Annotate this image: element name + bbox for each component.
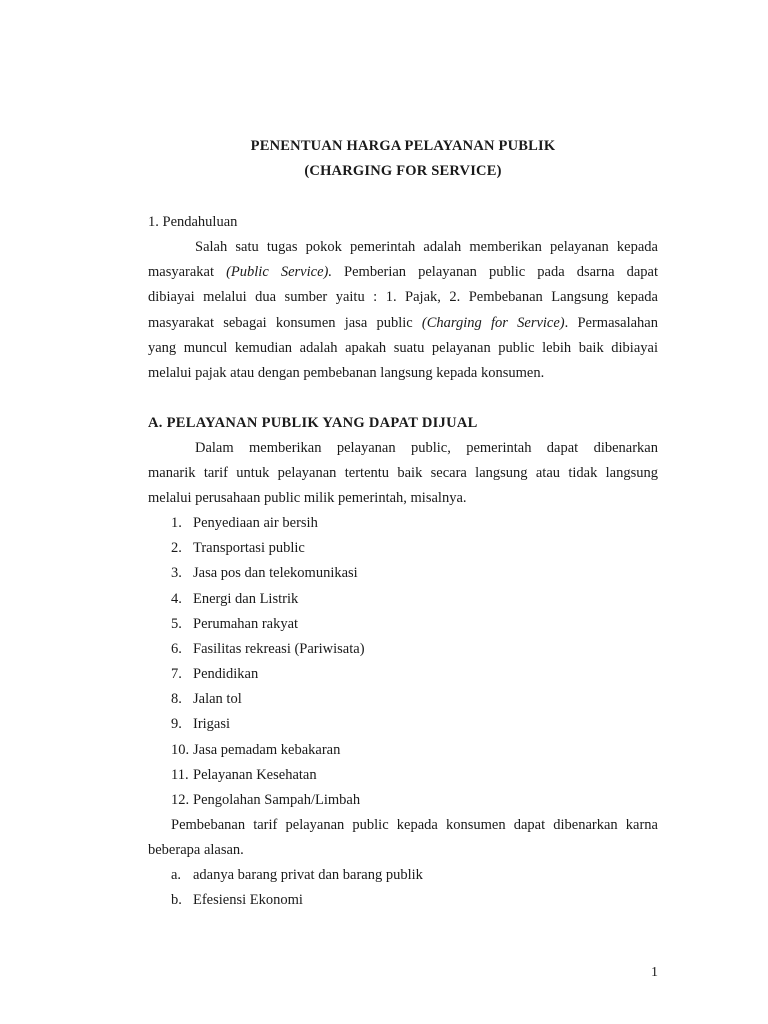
paragraph-line: melalui pajak atau dengan pembebanan langsung kepada konsumen. <box>148 365 545 381</box>
page-number: 1 <box>651 965 658 980</box>
list-item <box>171 564 358 582</box>
list-number: 8. <box>171 691 182 707</box>
italic-term: (Charging for Service) <box>421 315 565 331</box>
list-text: Energi dan Listrik <box>193 591 299 607</box>
list-item <box>171 590 298 608</box>
list-item <box>171 766 317 784</box>
text-run: . Permasalahan <box>564 315 658 331</box>
list-text: Perumahan rakyat <box>193 616 299 632</box>
list-item <box>171 741 340 759</box>
document-title: PENENTUAN HARGA PELAYANAN PUBLIK <box>250 138 556 154</box>
reason-item <box>171 866 423 884</box>
list-number: 10. <box>171 742 190 758</box>
list-number: 11. <box>171 767 189 783</box>
list-number: 2. <box>171 540 182 556</box>
section-heading-a: A. PELAYANAN PUBLIK YANG DAPAT DIJUAL <box>148 415 478 431</box>
list-text: Pelayanan Kesehatan <box>193 767 317 783</box>
list-item <box>171 514 318 532</box>
paragraph-line: beberapa alasan. <box>148 842 244 858</box>
paragraph-line: manarik tarif untuk pelayanan tertentu baik secara langsung atau tidak langsung <box>148 465 658 481</box>
list-text: Pendidikan <box>193 666 259 682</box>
document-subtitle: (CHARGING FOR SERVICE) <box>304 163 502 179</box>
paragraph-line: Salah satu tugas pokok pemerintah adalah memberikan pelayanan kepada <box>195 239 658 255</box>
list-item <box>171 665 258 683</box>
paragraph-line: melalui perusahaan public milik pemerintah, misalnya. <box>148 490 467 506</box>
list-text: Jasa pos dan telekomunikasi <box>193 565 358 581</box>
paragraph-line: Pembebanan tarif pelayanan public kepada konsumen dapat dibenarkan karna <box>171 817 658 833</box>
list-number: 6. <box>171 641 182 657</box>
list-text: Irigasi <box>193 716 231 732</box>
text-run: masyarakat <box>148 264 227 280</box>
list-text: Transportasi public <box>193 540 305 556</box>
list-number: 9. <box>171 716 182 732</box>
list-number: 3. <box>171 565 182 581</box>
reason-letter: b. <box>171 892 182 908</box>
list-item <box>171 640 365 658</box>
list-item <box>171 791 360 809</box>
paragraph-line: dibiayai melalui dua sumber yaitu : 1. Pajak, 2. Pembebanan Langsung kepada <box>148 289 658 305</box>
list-text: Fasilitas rekreasi (Pariwisata) <box>193 641 365 657</box>
paragraph-line: Dalam memberikan pelayanan public, pemerintah dapat dibenarkan <box>195 440 658 456</box>
list-text: Pengolahan Sampah/Limbah <box>193 792 361 808</box>
list-text: Penyediaan air bersih <box>193 515 318 531</box>
list-item <box>171 539 305 557</box>
reason-letter: a. <box>171 867 182 883</box>
reason-item <box>171 891 303 909</box>
text-run: Pemberian pelayanan public pada dsarna dapat <box>331 264 659 280</box>
list-text: Jasa pemadam kebakaran <box>193 742 341 758</box>
list-text: Jalan tol <box>193 691 242 707</box>
list-number: 12. <box>171 792 190 808</box>
paragraph-line: yang muncul kemudian adalah apakah suatu pelayanan public lebih baik dibiayai <box>148 340 658 356</box>
list-item <box>171 615 298 633</box>
section-heading-pendahuluan: 1. Pendahuluan <box>148 214 238 230</box>
list-item <box>171 690 242 708</box>
list-item <box>171 715 230 733</box>
paragraph-line <box>148 263 658 281</box>
reason-text: adanya barang privat dan barang publik <box>193 867 423 883</box>
list-number: 4. <box>171 591 182 607</box>
list-number: 1. <box>171 515 182 531</box>
italic-term: (Public Service). <box>226 264 332 280</box>
reason-text: Efesiensi Ekonomi <box>193 892 303 908</box>
text-run: masyarakat sebagai konsumen jasa public <box>148 315 422 331</box>
list-number: 7. <box>171 666 182 682</box>
list-number: 5. <box>171 616 182 632</box>
paragraph-line <box>148 314 658 332</box>
